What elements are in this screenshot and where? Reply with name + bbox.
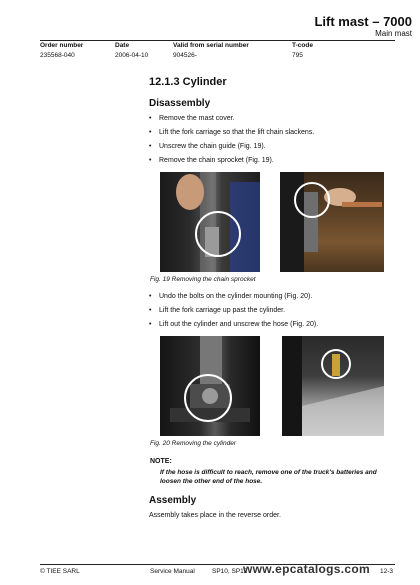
step-item: • Lift out the cylinder and unscrew the hose (Fig. 20). [149,321,318,328]
section-title: 12.1.3 Cylinder [149,76,227,88]
header-rule [40,40,395,41]
fig19-photo-left [160,172,260,272]
step-item: • Lift the fork carriage up past the cylinder. [149,307,285,314]
watermark: www.epcatalogs.com [243,562,370,576]
order-number-label: Order number [40,42,84,49]
step-item: • Lift the fork carriage so that the lift chain slackens. [149,129,314,136]
document-subtitle: Main mast [375,29,412,38]
document-title: Lift mast – 7000 [314,14,412,29]
note-label: NOTE: [150,458,172,465]
assembly-heading: Assembly [149,495,197,506]
fig19-photo-right [280,172,384,272]
footer-manual: Service Manual [150,568,195,575]
tcode-label: T-code [292,42,313,49]
fig20-photo-right [282,336,384,436]
fig20-photo-left [160,336,260,436]
serial-value: 904526- [173,52,197,59]
note-text: If the hose is difficult to reach, remove one of the truck's batteries and loosen the other end of the hose. [160,469,377,485]
date-label: Date [115,42,130,49]
serial-label: Valid from serial number [173,42,249,49]
footer-page: 12-3 [380,568,394,575]
step-item: • Unscrew the chain guide (Fig. 19). [149,143,266,150]
date-value: 2006-04-10 [115,52,149,59]
footer-model: SP10, SP12 [212,568,248,575]
step-item: • Undo the bolts on the cylinder mounting (Fig. 20). [149,293,312,300]
step-item: • Remove the mast cover. [149,115,234,122]
disassembly-heading: Disassembly [149,98,211,109]
order-number-value: 235568-040 [40,52,75,59]
footer-copyright: © TIEE SARL [40,568,80,575]
assembly-text: Assembly takes place in the reverse order. [149,512,281,519]
step-item: • Remove the chain sprocket (Fig. 19). [149,157,274,164]
tcode-value: 795 [292,52,303,59]
fig20-caption: Fig. 20 Removing the cylinder [150,440,236,447]
fig19-caption: Fig. 19 Removing the chain sprocket [150,276,256,283]
